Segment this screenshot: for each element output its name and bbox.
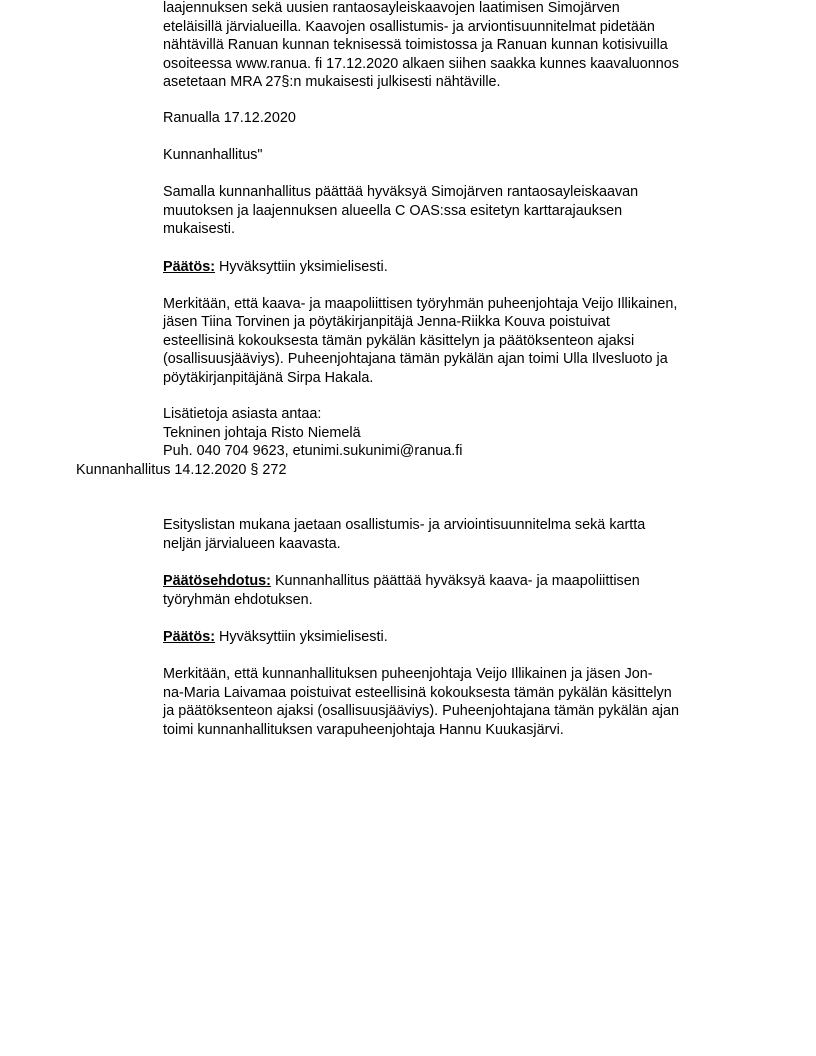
proposal-label: Päätösehdotus: [163, 573, 271, 589]
text-line: Merkitään, että kaava- ja maapoliittisen työryhmän puheenjohtaja Veijo Illikainen, [163, 296, 678, 312]
text-line: ja päätöksenteon ajaksi (osallisuusjääviys). Puheenjohtajana tämän pykälän ajan [163, 703, 679, 719]
text-line: nähtävillä Ranuan kunnan teknisessä toimistossa ja Ranuan kunnan kotisivuilla [163, 37, 668, 53]
text-line: na-Maria Laivamaa poistuivat esteellisinä kokouksesta tämän pykälän käsittelyn [163, 685, 672, 701]
proposal-text: Kunnanhallitus päättää hyväksyä kaava- ja maapoliittisen [270, 573, 640, 589]
text-line: toimi kunnanhallituksen varapuheenjohtaja Hannu Kuukasjärvi. [163, 722, 564, 738]
decision-label: Päätös: [163, 259, 215, 275]
text-line: neljän järvialueen kaavasta. [163, 536, 341, 552]
proposal-line [163, 572, 640, 590]
text-line: Merkitään, että kunnanhallituksen puheenjohtaja Veijo Illikainen ja jäsen Jon- [163, 666, 653, 682]
place-date: Ranualla 17.12.2020 [163, 110, 296, 126]
section-header: Kunnanhallitus 14.12.2020 § 272 [76, 462, 287, 478]
signature: Kunnanhallitus" [163, 147, 263, 163]
text-line: Esityslistan mukana jaetaan osallistumis- ja arviointisuunnitelma sekä kartta [163, 517, 646, 533]
text-line: laajennuksen sekä uusien rantaosayleiskaavojen laatimisen Simojärven [163, 0, 620, 16]
text-line: jäsen Tiina Torvinen ja pöytäkirjanpitäjä Jenna-Riikka Kouva poistuivat [163, 314, 610, 330]
text-line: asetetaan MRA 27§:n mukaisesti julkisesti nähtäville. [163, 74, 501, 90]
text-line: esteellisinä kokouksesta tämän pykälän käsittelyn ja päätöksenteon ajaksi [163, 333, 635, 349]
contact-phone-email: Puh. 040 704 9623, etunimi.sukunimi@ranua.fi [163, 443, 463, 459]
decision-text: Hyväksyttiin yksimielisesti. [214, 259, 388, 275]
text-line: (osallisuusjääviys). Puheenjohtajana tämän pykälän ajan toimi Ulla Ilvesluoto ja [163, 351, 668, 367]
proposal-line-2: työryhmän ehdotuksen. [163, 592, 313, 608]
decision-label: Päätös: [163, 629, 215, 645]
decision-2 [163, 628, 388, 646]
text-line: Samalla kunnanhallitus päättää hyväksyä Simojärven rantaosayleiskaavan [163, 184, 639, 200]
text-line: eteläisillä järvialueilla. Kaavojen osallistumis- ja arviontisuunnitelmat pidetään [163, 19, 655, 35]
text-line: osoiteessa www.ranua. fi 17.12.2020 alkaen siihen saakka kunnes kaavaluonnos [163, 56, 680, 72]
contact-person: Tekninen johtaja Risto Niemelä [163, 425, 361, 441]
text-line: pöytäkirjanpitäjänä Sirpa Hakala. [163, 370, 374, 386]
contact-heading: Lisätietoja asiasta antaa: [163, 406, 322, 422]
decision-text: Hyväksyttiin yksimielisesti. [214, 629, 388, 645]
text-line: muutoksen ja laajennuksen alueella C OAS:ssa esitetyn karttarajauksen [163, 203, 623, 219]
decision-1 [163, 258, 388, 276]
text-line: mukaisesti. [163, 221, 235, 237]
